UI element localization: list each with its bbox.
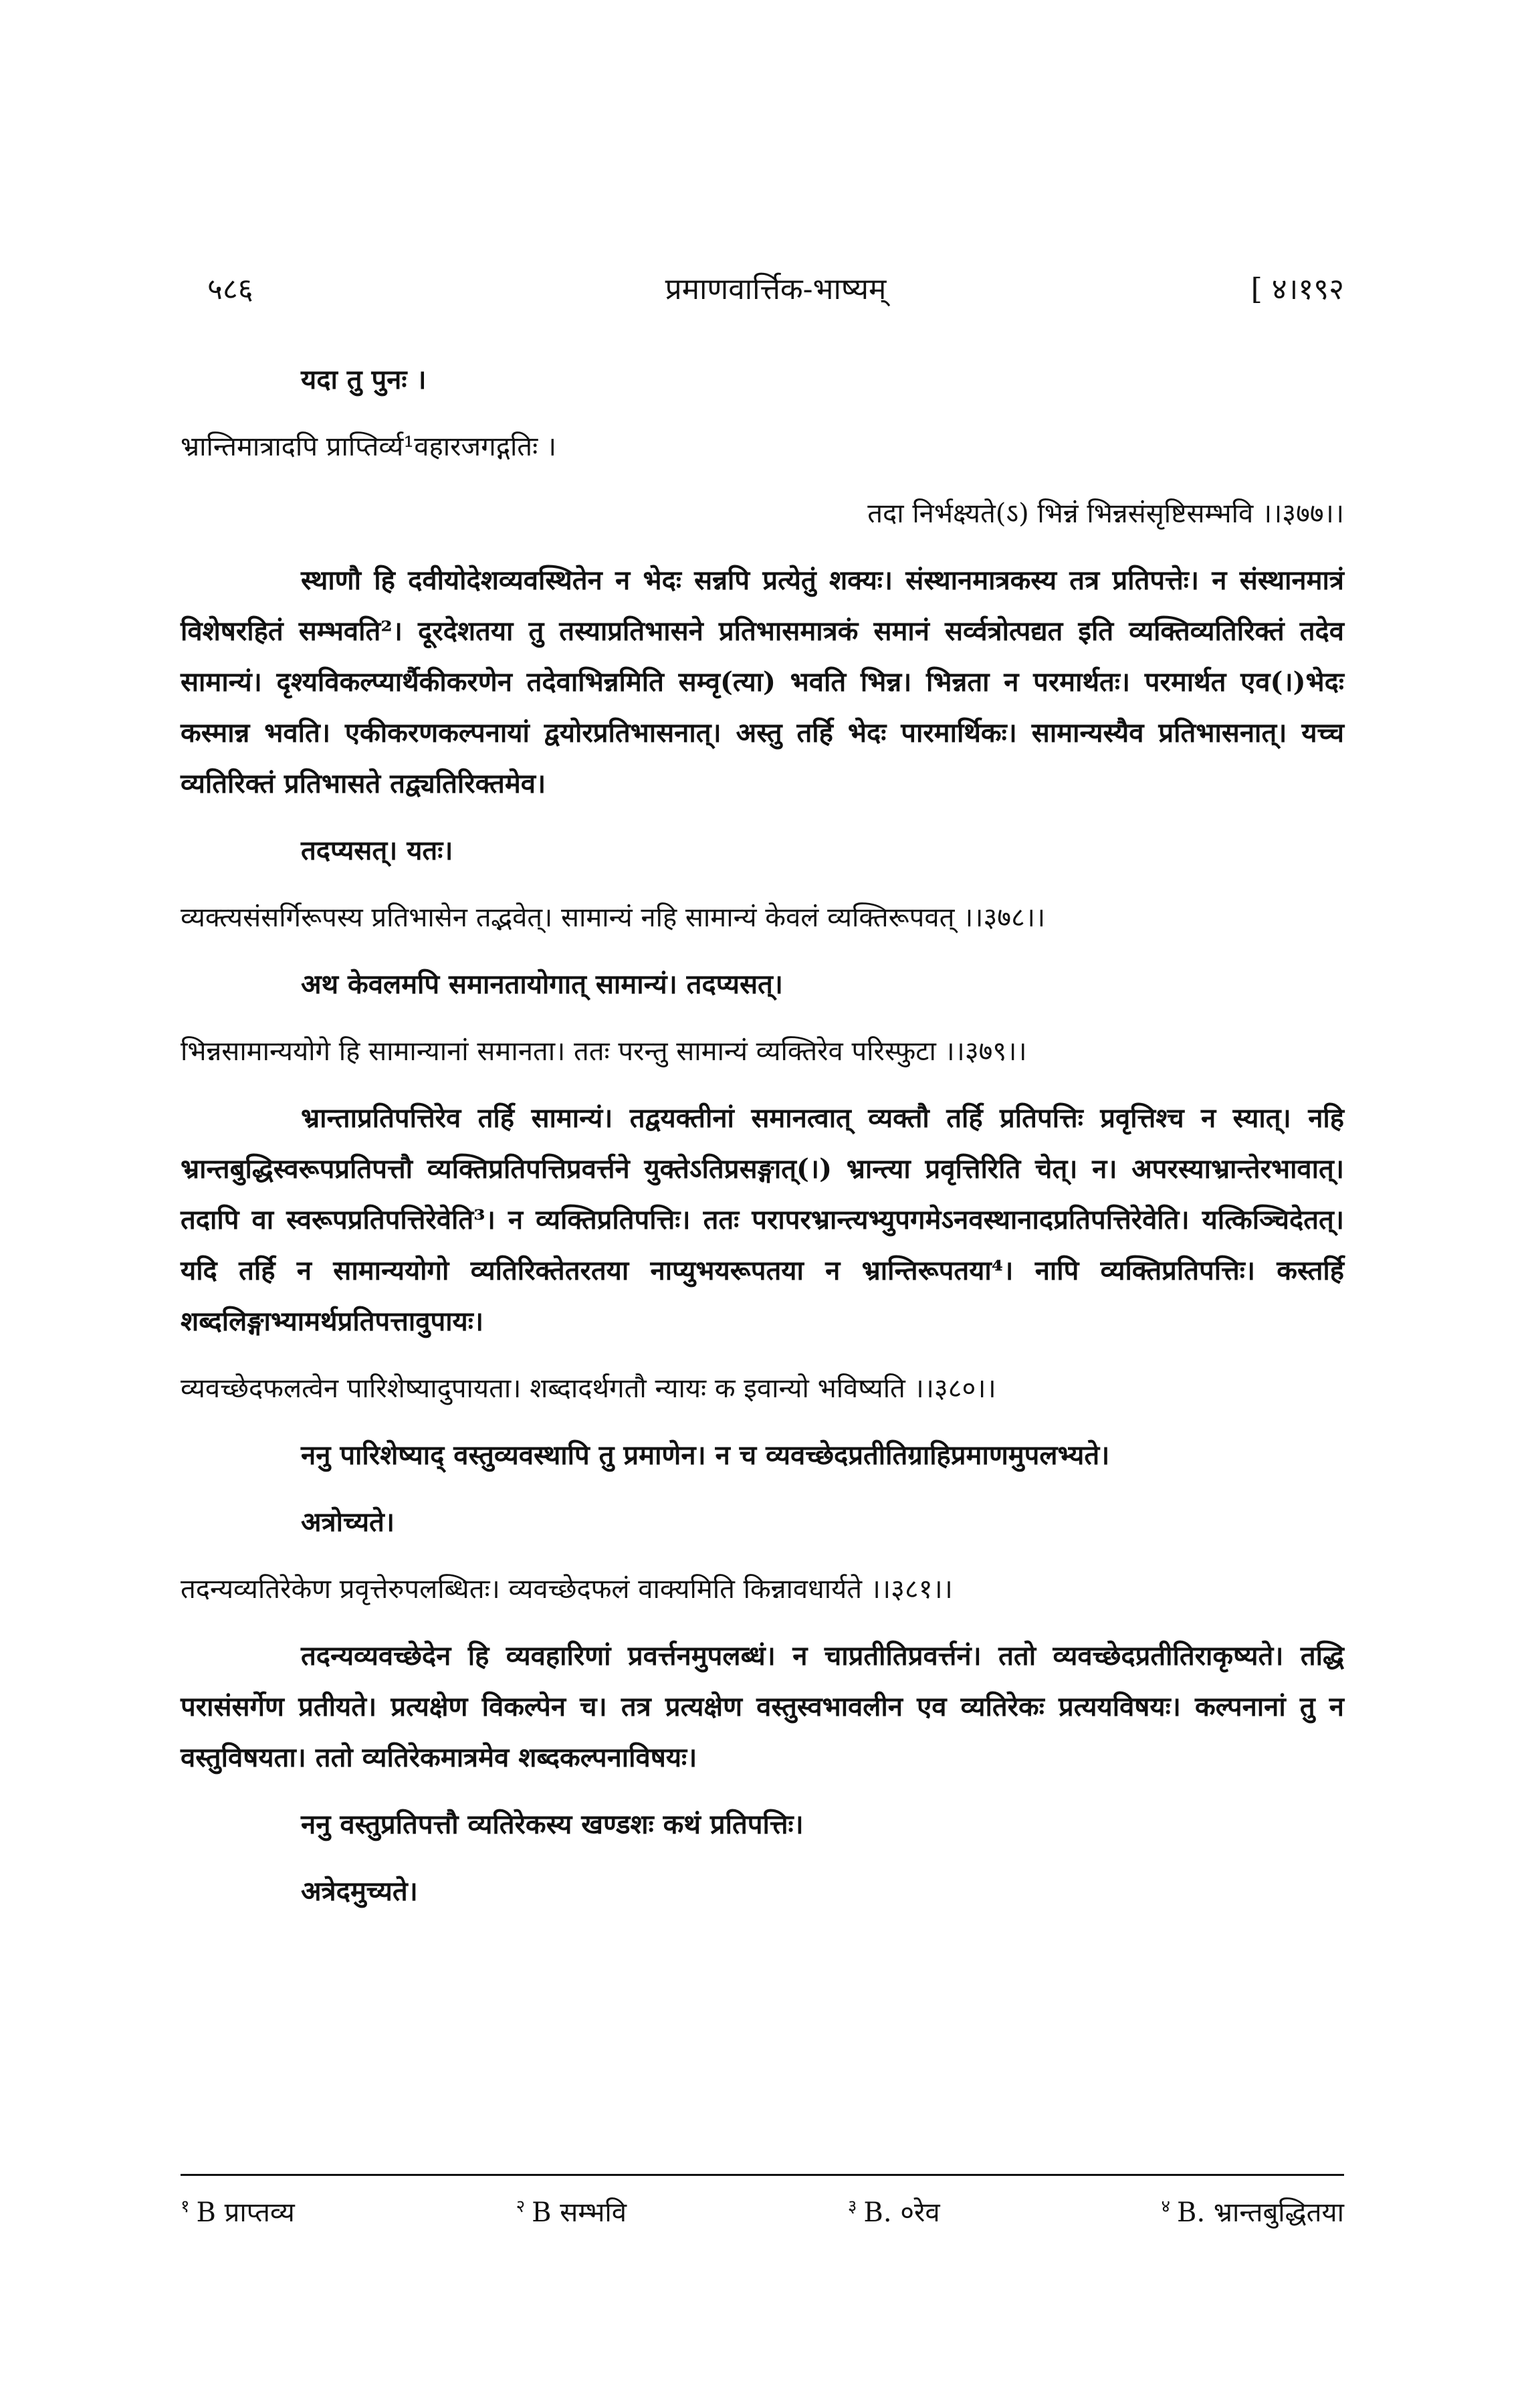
commentary-paragraph: ननु पारिशेष्याद् वस्तुव्यवस्थापि तु प्रमाणेन। न च व्यवच्छेदप्रतीतिग्राहिप्रमाणमुपलभ्यते। — [301, 1439, 1110, 1471]
verse-line: व्यवच्छेदफलत्वेन पारिशेष्यादुपायता। शब्दादर्थगतौ न्यायः क इवान्यो भविष्यति ।।३८०।। — [181, 1373, 996, 1404]
footnote — [516, 2193, 627, 2229]
commentary-paragraph: भ्रान्ताप्रतिपत्तिरेव तर्हि सामान्यं। तद्वयक्तीनां समानत्वात् व्यक्तौ तर्हि प्रतिपत्तिः प्रवृत्तिश्च न स्यात्। नहि भ्रान्तबुद्धिस्वरूपप्रतिपत्तौ व्यक्तिप्रतिपत्तिप्रवर्त्तने युक्तेऽतिप्रसङ्गात्(।) भ्रान्त्या प्रवृत्तिरिति चेत्। न। अपरस्याभ्रान्तेरभावात्। तदापि वा स्वरूपप्रतिपत्तिरेवेति³। न व्यक्तिप्रतिपत्तिः। ततः परापरभ्रान्त्यभ्युपगमेऽनवस्थानादप्रतिपत्तिरेवेति। यत्किञ्चिदेतत्। यदि तर्हि न सामान्ययोगो व्यतिरिक्तेतरतया नाप्युभयरूपतया न भ्रान्तिरूपतया⁴। नापि व्यक्तिप्रतिपत्तिः। कस्तर्हि शब्दलिङ्गाभ्यामर्थप्रतिपत्तावुपायः। — [181, 1102, 1344, 1337]
prose-line: अत्रेदमुच्यते। — [301, 1876, 418, 1907]
prose-line: अथ केवलमपि समानतायोगात् सामान्यं। तदप्यसत्। — [301, 969, 783, 1000]
footnote-marker: १ — [181, 2196, 190, 2217]
prose-line: ननु वस्तुप्रतिपत्तौ व्यतिरेकस्य खण्डशः कथं प्रतिपत्तिः। — [301, 1809, 804, 1840]
verse-line: व्यक्त्यसंसर्गिरूपस्य प्रतिभासेन तद्भवेत्। सामान्यं नहि सामान्यं केवलं व्यक्तिरूपवत् ।।३७८।। — [181, 902, 1046, 933]
main-text — [181, 355, 1344, 1933]
prose-line: यदा तु पुनः । — [301, 364, 427, 395]
commentary-paragraph: स्थाणौ हि दवीयोदेशव्यवस्थितेन न भेदः सन्नपि प्रत्येतुं शक्यः। संस्थानमात्रकस्य तत्र प्रतिपत्तेः। न संस्थानमात्रं विशेषरहितं सम्भवति²। दूरदेशतया तु तस्याप्रतिभासने प्रतिभासमात्रकं समानं सर्व्वत्रोत्पद्यत इति व्यक्तिव्यतिरिक्तं तदेव सामान्यं। दृश्यविकल्प्यार्थैकीकरणेन तदेवाभिन्नमिति सम्वृ(त्या) भवति भिन्न। भिन्नता न परमार्थतः। परमार्थत एव(।)भेदः कस्मान्न भवति। एकीकरणकल्पनायां द्वयोरप्रतिभासनात्। अस्तु तर्हि भेदः पारमार्थिकः। सामान्यस्यैव प्रतिभासनात्। यच्च व्यतिरिक्तं प्रतिभासते तद्व्यतिरिक्तमेव। — [181, 565, 1344, 799]
footnote-marker: २ — [516, 2196, 526, 2217]
footnote-text: B प्राप्तव्य — [196, 2197, 295, 2228]
commentary-paragraph: तदन्यव्यवच्छेदेन हि व्यवहारिणां प्रवर्त्तनमुपलब्धं। न चाप्रतीतिप्रवर्त्तनं। ततो व्यवच्छेदप्रतीतिराकृष्यते। तद्धि परासंसर्गेण प्रतीयते। प्रत्यक्षेण विकल्पेन च। तत्र प्रत्यक्षेण वस्तुस्वभावलीन एव व्यतिरेकः प्रत्ययविषयः। कल्पनानां तु न वस्तुविषयता। ततो व्यतिरेकमात्रमेव शब्दकल्पनाविषयः। — [181, 1640, 1344, 1773]
section-reference: [ ४।१९२ — [1250, 272, 1344, 306]
footnote-divider — [181, 2174, 1344, 2176]
running-header — [207, 268, 1344, 314]
running-title: प्रमाणवार्त्तिक-भाष्यम् — [665, 272, 887, 306]
footnote — [848, 2193, 940, 2229]
prose-line: अत्रोच्यते। — [301, 1506, 395, 1538]
footnote-text: B. ०रेव — [863, 2197, 940, 2228]
verse-line: तदा निर्भक्ष्यते(ऽ) भिन्नं भिन्नसंसृष्टिसम्भवि ।।३७७।। — [867, 498, 1344, 529]
page-number: ५८६ — [207, 272, 253, 306]
footnote-marker: ४ — [1161, 2196, 1171, 2217]
footnote-marker: ३ — [847, 2196, 857, 2217]
footnote — [181, 2193, 295, 2229]
footnotes — [181, 2193, 1344, 2229]
footnote-text: B. भ्रान्तबुद्धितया — [1177, 2197, 1344, 2228]
verse-line: भिन्नसामान्ययोगे हि सामान्यानां समानता। ततः परन्तु सामान्यं व्यक्तिरेव परिस्फुटा ।।३७९।। — [181, 1036, 1027, 1067]
verse-line: भ्रान्तिमात्रादपि प्राप्तिर्व्य¹वहारजगद्गतिः । — [181, 431, 557, 462]
prose-line: तदप्यसत्। यतः। — [301, 835, 453, 866]
footnote — [1162, 2193, 1344, 2229]
footnote-text: B सम्भवि — [532, 2197, 627, 2228]
verse-line: तदन्यव्यतिरेकेण प्रवृत्तेरुपलब्धितः। व्यवच्छेदफलं वाक्यमिति किन्नावधार्यते ।।३८१।। — [181, 1574, 953, 1605]
